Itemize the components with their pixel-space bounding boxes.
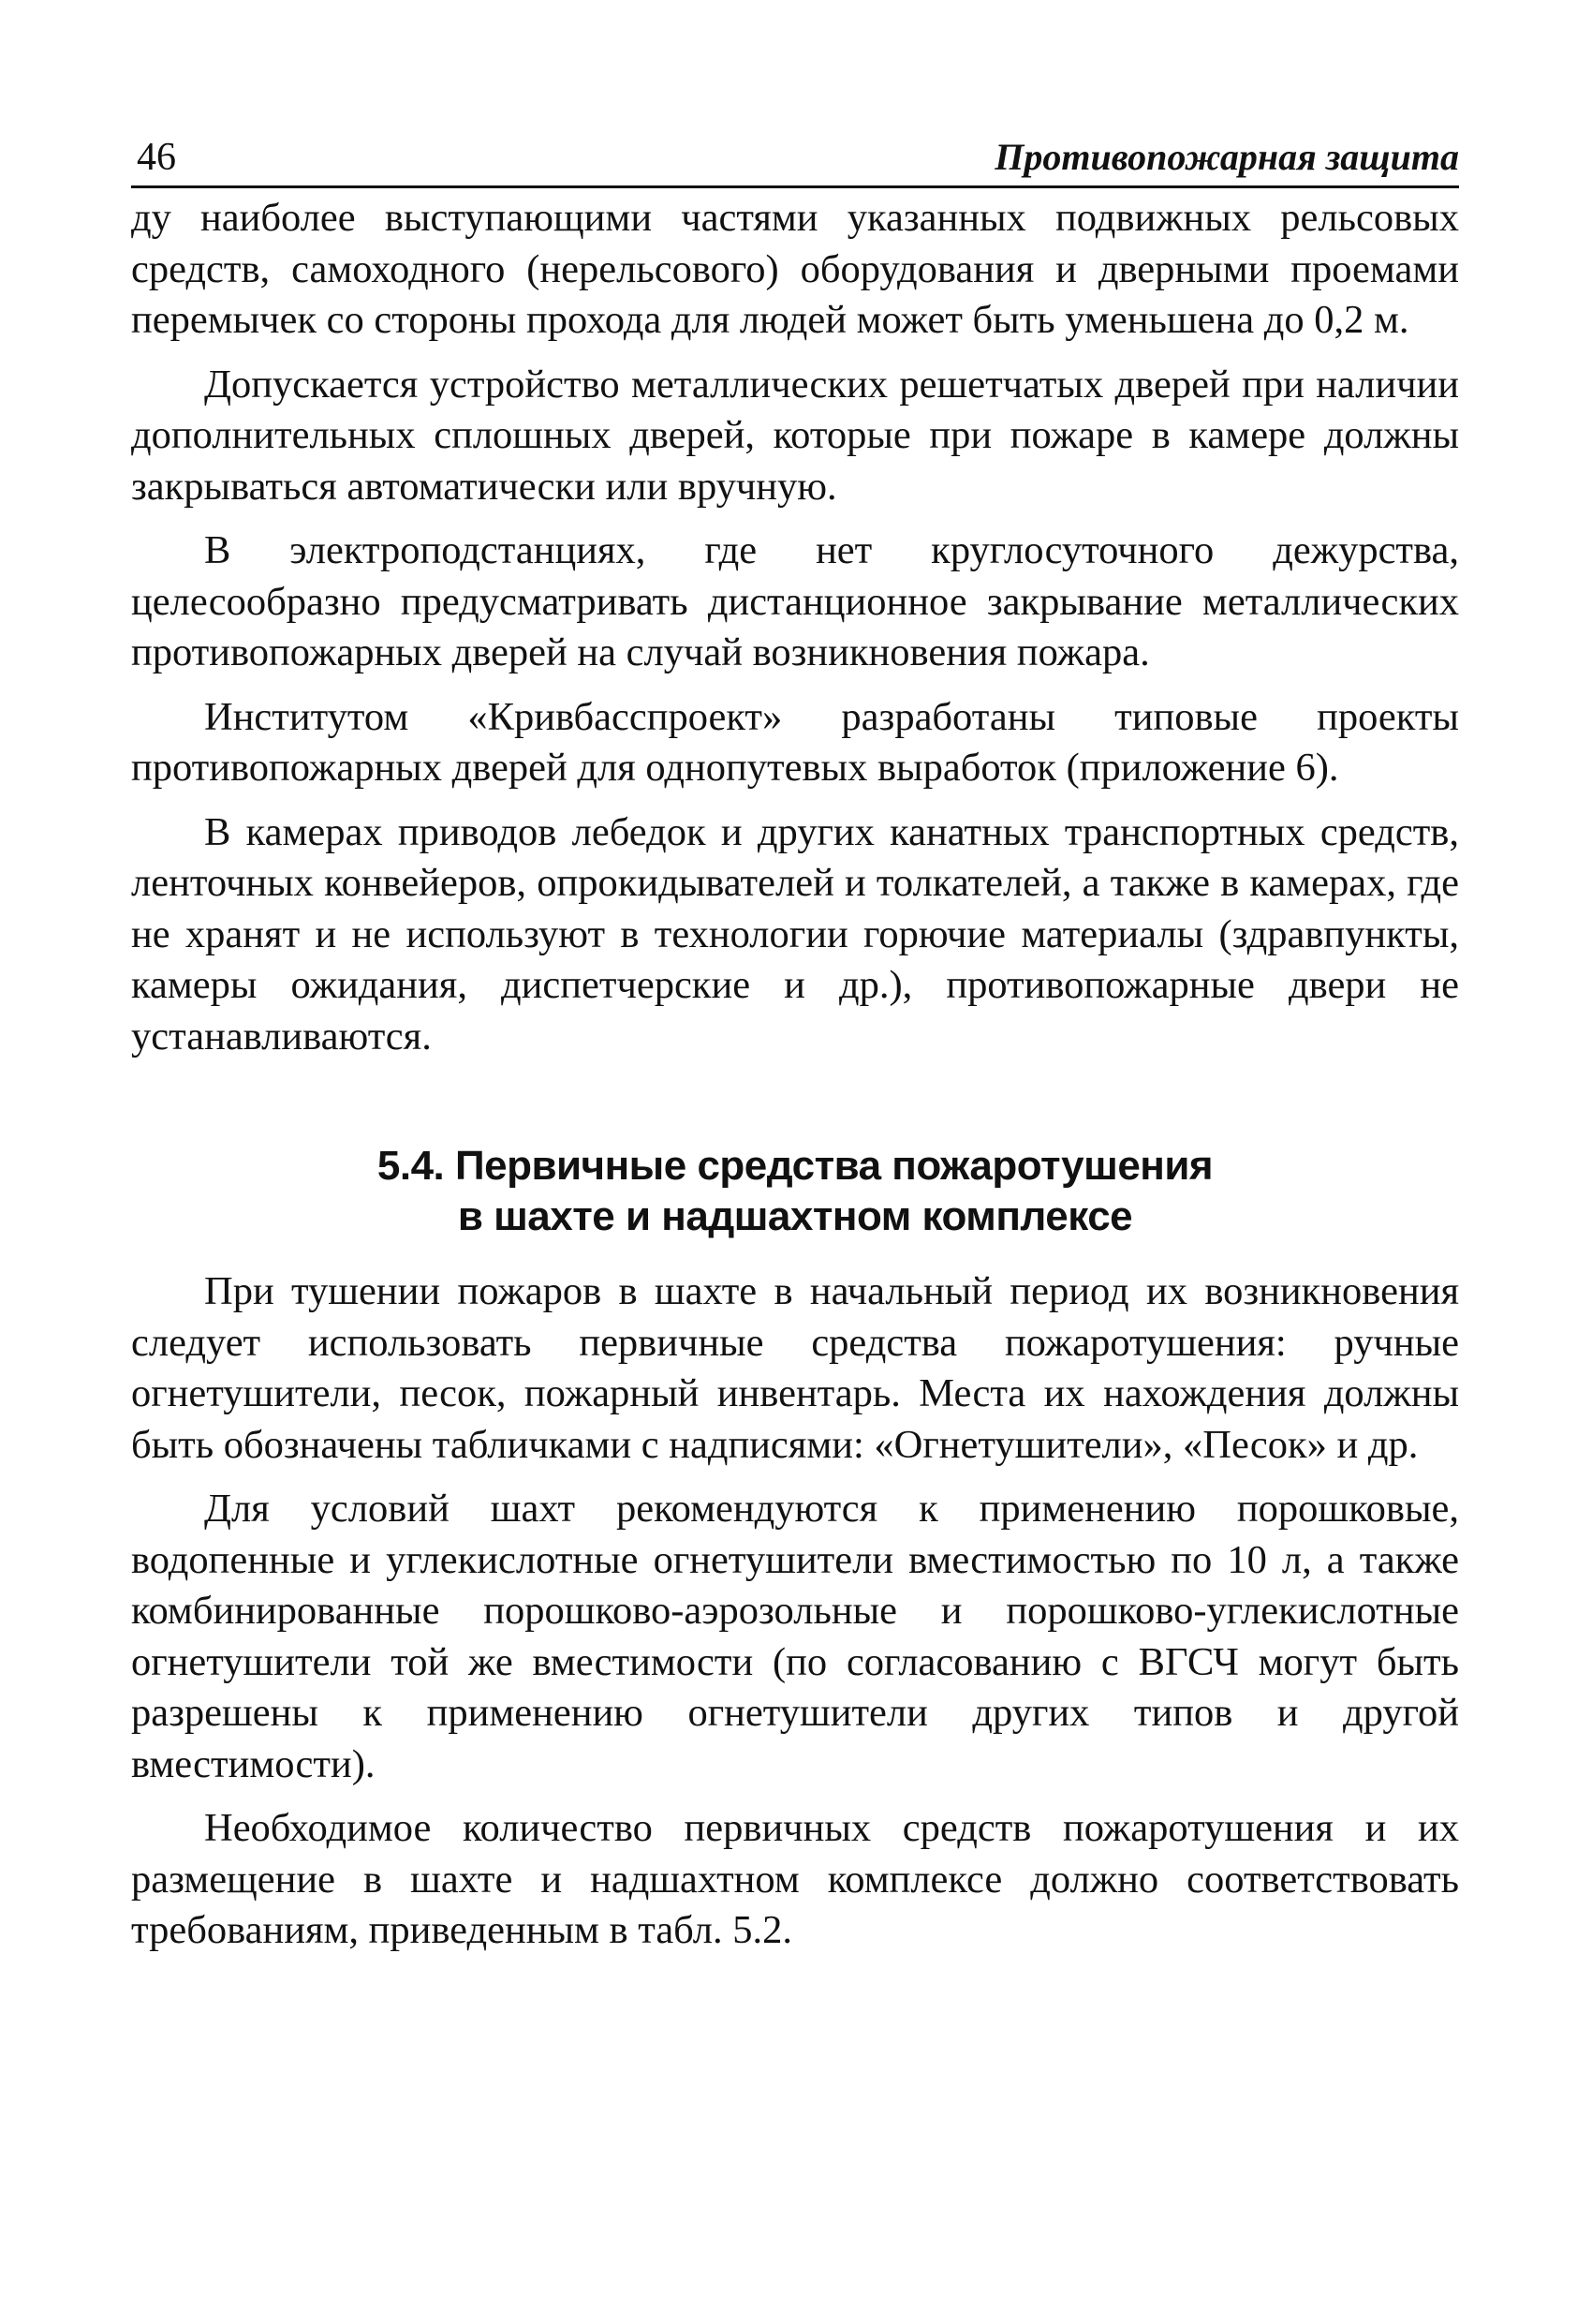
paragraph-continuation: ду наиболее выступающими частями указанных подвижных рельсовых средств, самоходного (нерельсового) оборудования и дверными проемами перемычек со стороны прохода для людей может быть уменьшена до 0,2 м.	[131, 196, 1459, 342]
section-heading	[131, 1141, 1459, 1242]
paragraph: Для условий шахт рекомендуются к применению порошковые, водопенные и углекислотные огнетушители вместимостью по 10 л, а также комбинированные порошково-аэрозольные и порошково-углекислотные огнетушители той же вместимости (по согласованию с ВГСЧ могут быть разрешены к применению огнетушители других типов и другой вместимости).	[131, 1487, 1459, 1786]
paragraph: При тушении пожаров в шахте в начальный период их возникновения следует использовать первичные средства пожаротушения: ручные огнетушители, песок, пожарный инвентарь. Места их нахождения должны быть обозначены табличками с надписями: «Огнетушители», «Песок» и др.	[131, 1269, 1459, 1467]
paragraph: В камерах приводов лебедок и других канатных транспортных средств, ленточных конвейеров, опрокидывателей и толкателей, а также в камерах, где не хранят и не используют в технологии горючие материалы (здравпункты, камеры ожидания, диспетчерские и др.), противопожарные двери не устанавливаются.	[131, 809, 1459, 1058]
running-section-title: Противопожарная защита	[995, 136, 1459, 178]
page-number: 46	[137, 136, 176, 179]
section-heading-line-2: в шахте и надшахтном комплексе	[457, 1193, 1133, 1239]
section-heading-line-1: 5.4. Первичные средства пожаротушения	[376, 1143, 1214, 1189]
paragraph: Необходимое количество первичных средств пожаротушения и их размещение в шахте и надшахтном комплексе должно соответствовать требованиям, приведенным в табл. 5.2.	[131, 1806, 1459, 1952]
paragraph: Институтом «Кривбасспроект» разработаны типовые проекты противопожарных дверей для однопутевых выработок (приложение 6).	[131, 694, 1459, 790]
paragraph: Допускается устройство металлических решетчатых дверей при наличии дополнительных сплошных дверей, которые при пожаре в камере должны закрываться автоматически или вручную.	[131, 362, 1459, 509]
body-text	[131, 193, 1459, 1970]
paragraph: В электроподстанциях, где нет круглосуточного дежурства, целесообразно предусматривать дистанционное закрывание металлических противопожарных дверей на случай возникновения пожара.	[131, 528, 1459, 674]
running-header	[131, 129, 1459, 188]
